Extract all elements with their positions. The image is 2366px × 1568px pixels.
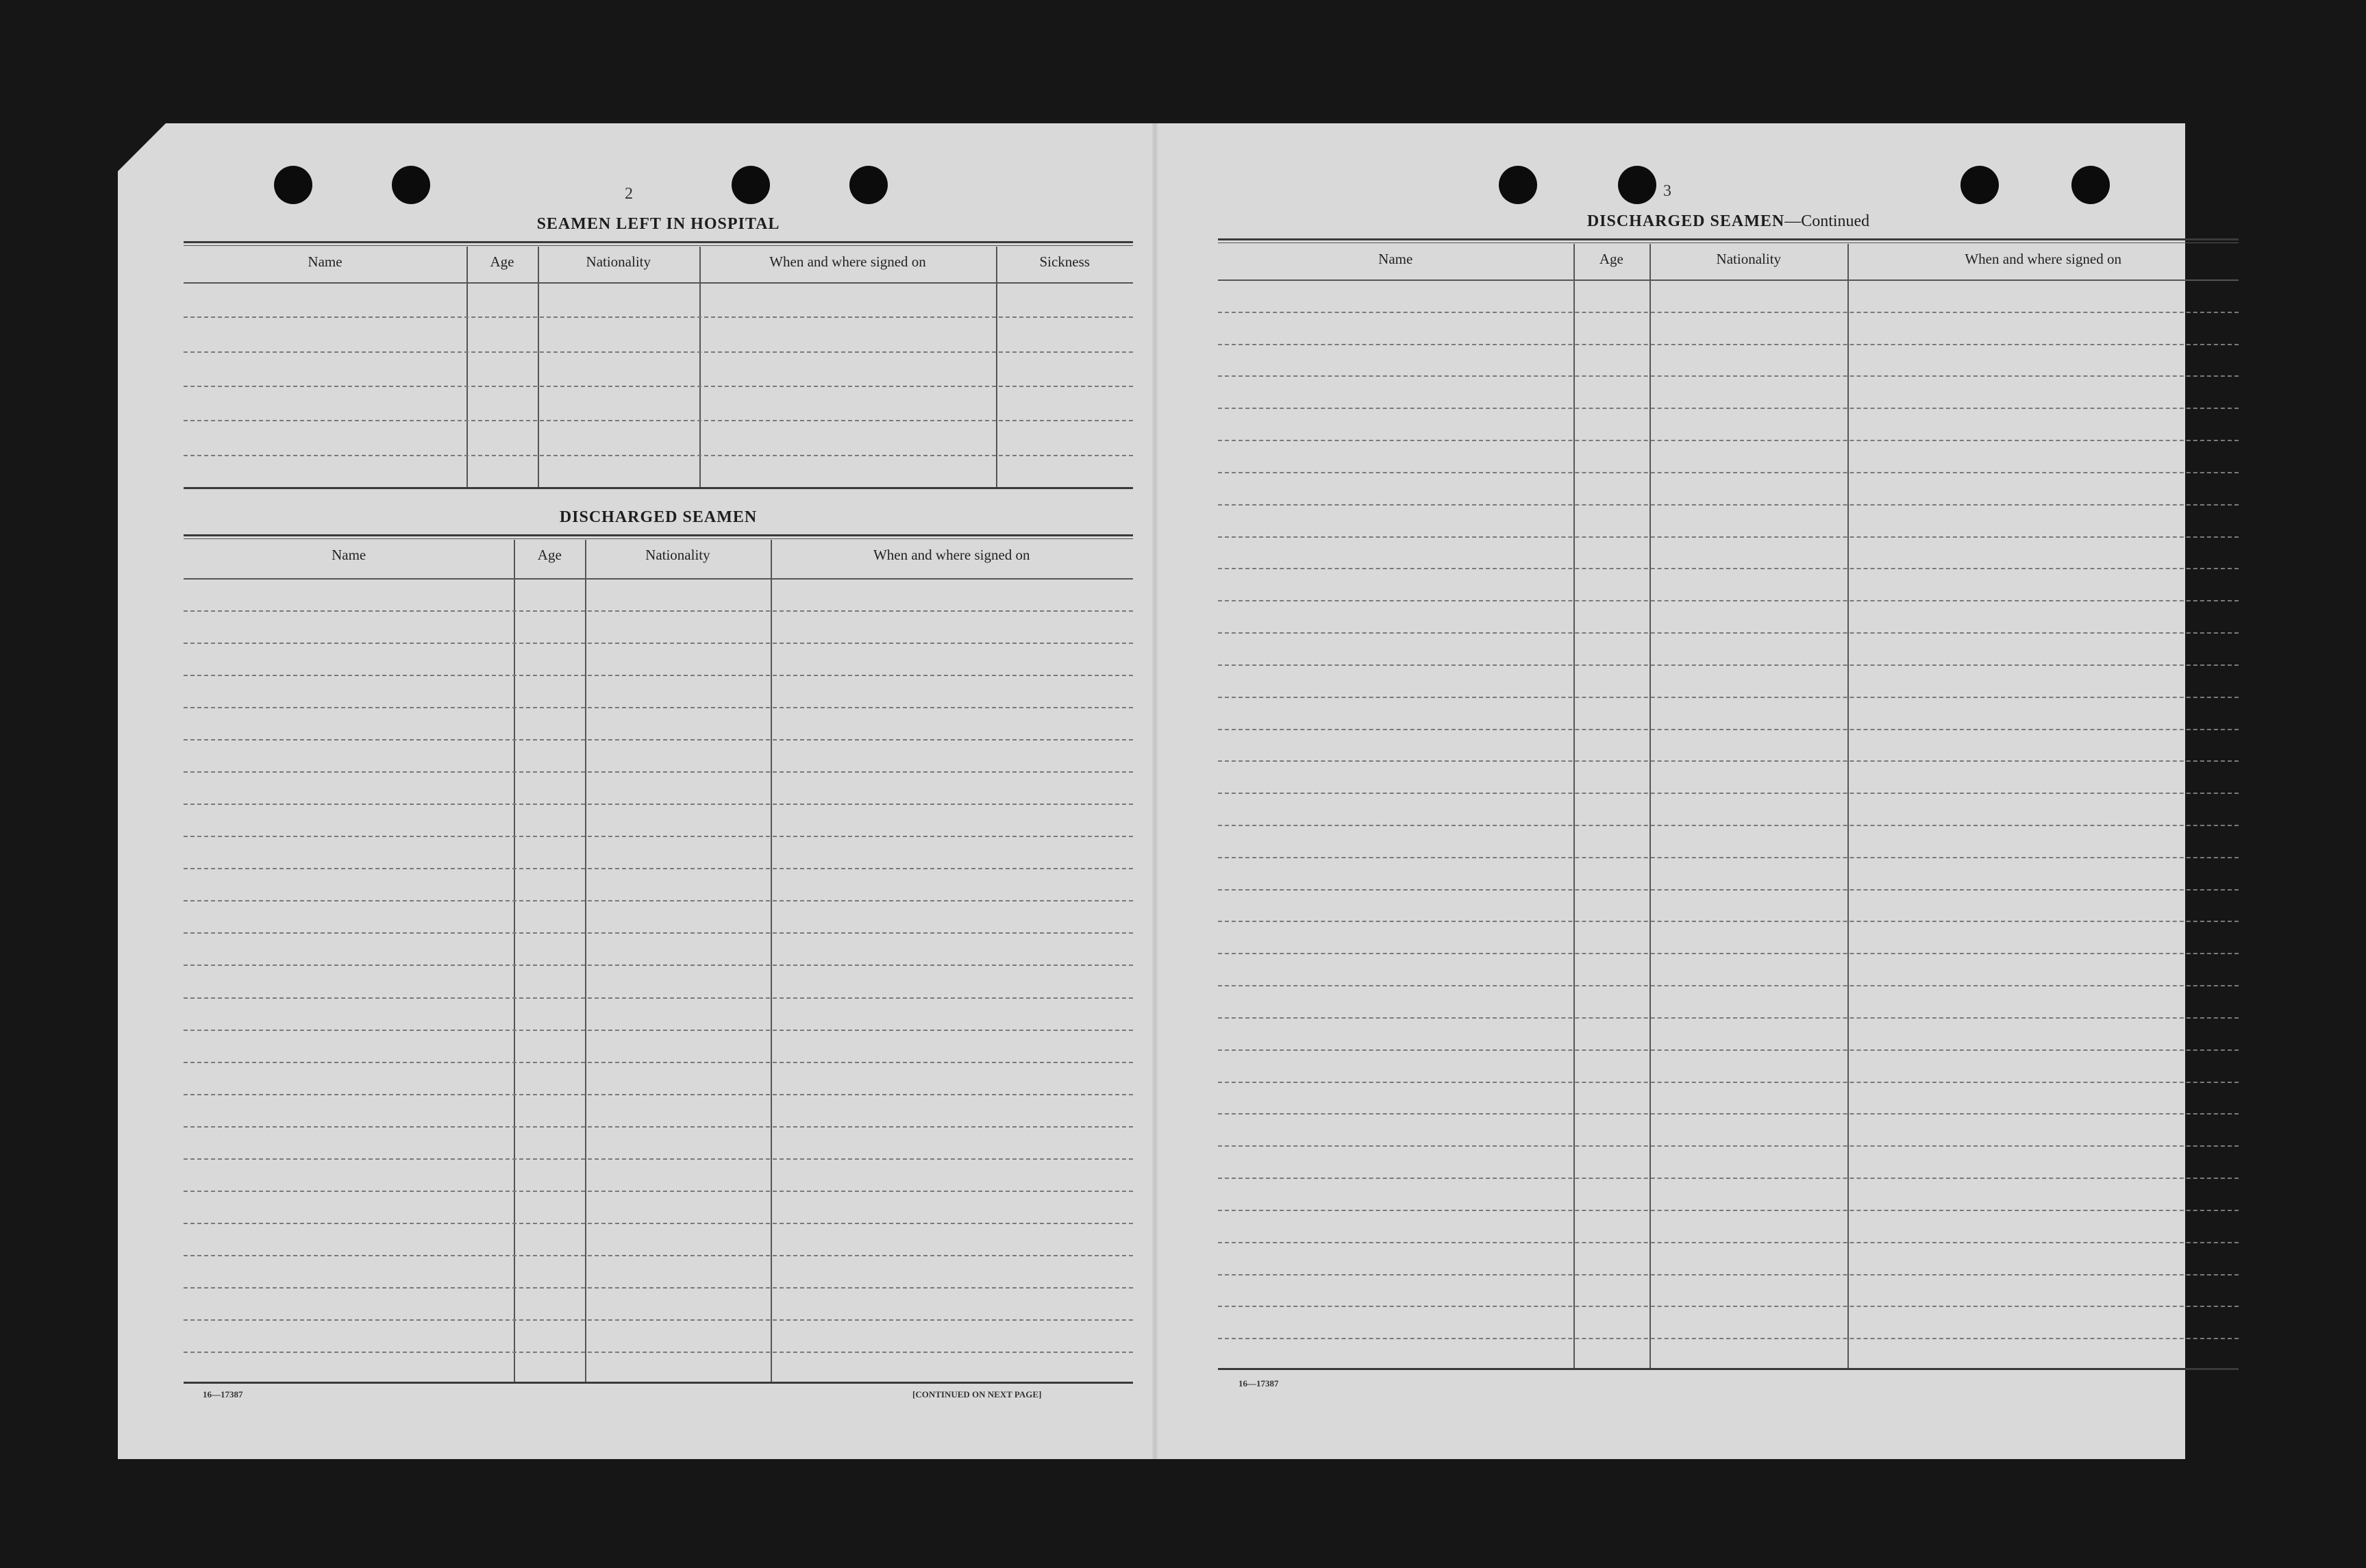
punch-hole	[732, 166, 770, 204]
discharged-table	[184, 534, 1133, 1384]
table-bottom-rule	[184, 487, 1133, 489]
column-header: When and where signed on	[873, 547, 1030, 563]
punch-hole	[2071, 166, 2110, 204]
row-line	[1218, 1178, 2239, 1179]
row-line	[1218, 472, 2239, 473]
row-line	[184, 455, 1133, 456]
row-line	[184, 610, 1133, 612]
row-line	[1218, 1082, 2239, 1083]
punch-hole	[1499, 166, 1537, 204]
column-header: Age	[1599, 251, 1623, 267]
row-line	[184, 997, 1133, 999]
column-header: Nationality	[645, 547, 710, 563]
row-line	[184, 316, 1133, 318]
row-line	[184, 900, 1133, 901]
row-line	[1218, 504, 2239, 506]
continued-note: [CONTINUED ON NEXT PAGE]	[912, 1389, 1042, 1399]
discharged-continued-title	[1218, 212, 2239, 231]
page-number-left: 2	[625, 185, 633, 203]
punch-hole	[1960, 166, 1999, 204]
row-line	[1218, 889, 2239, 891]
row-line	[184, 804, 1133, 805]
column-header: Name	[1378, 251, 1413, 267]
column-divider	[1847, 244, 1849, 1370]
header-bottom-rule	[184, 282, 1133, 284]
table-top-rule-thin	[184, 538, 1133, 539]
row-line	[1218, 729, 2239, 730]
column-divider	[514, 540, 515, 1384]
row-line	[1218, 375, 2239, 377]
column-divider	[538, 247, 539, 489]
row-line	[1218, 793, 2239, 794]
row-line	[1218, 1274, 2239, 1275]
row-line	[1218, 312, 2239, 313]
row-line	[1218, 600, 2239, 601]
row-line	[184, 1352, 1133, 1353]
column-divider	[466, 247, 468, 489]
row-line	[1218, 857, 2239, 858]
hospital-table	[184, 241, 1133, 489]
header-bottom-rule	[1218, 279, 2239, 281]
row-line	[1218, 760, 2239, 762]
row-line	[184, 932, 1133, 934]
row-line	[1218, 536, 2239, 538]
row-line	[184, 1191, 1133, 1192]
column-divider	[1573, 244, 1575, 1370]
row-line	[1218, 1210, 2239, 1211]
column-header: Age	[537, 547, 562, 563]
column-divider	[1649, 244, 1651, 1370]
punch-hole	[1618, 166, 1656, 204]
punch-hole	[849, 166, 888, 204]
row-line	[1218, 1242, 2239, 1243]
column-divider	[996, 247, 997, 489]
row-line	[1218, 1145, 2239, 1147]
table-top-rule	[184, 241, 1133, 243]
page-number-right: 3	[1663, 182, 1671, 200]
column-header: Name	[308, 253, 343, 270]
row-line	[184, 351, 1133, 353]
center-fold	[1152, 123, 1158, 1459]
row-line	[1218, 697, 2239, 698]
row-line	[1218, 1338, 2239, 1339]
row-line	[184, 836, 1133, 837]
row-line	[1218, 825, 2239, 826]
row-line	[184, 675, 1133, 676]
punch-hole	[392, 166, 430, 204]
punch-hole	[274, 166, 312, 204]
row-line	[184, 1223, 1133, 1224]
table-top-rule-thin	[1218, 242, 2239, 243]
table-top-rule	[1218, 238, 2239, 240]
discharged-section-title: DISCHARGED SEAMEN	[559, 508, 758, 526]
row-line	[1218, 1113, 2239, 1115]
column-header: Nationality	[586, 253, 651, 270]
column-divider	[699, 247, 701, 489]
row-line	[184, 707, 1133, 708]
column-header: Name	[332, 547, 366, 563]
row-line	[184, 1287, 1133, 1289]
document-sheet	[118, 123, 2185, 1459]
row-line	[1218, 568, 2239, 569]
row-line	[1218, 632, 2239, 634]
row-line	[1218, 408, 2239, 409]
row-line	[184, 965, 1133, 966]
row-line	[184, 739, 1133, 741]
row-line	[184, 386, 1133, 387]
column-header: Nationality	[1716, 251, 1782, 267]
row-line	[184, 1158, 1133, 1160]
row-line	[1218, 1049, 2239, 1051]
row-line	[184, 1062, 1133, 1063]
column-header: Age	[490, 253, 514, 270]
discharged-continued-title-main: DISCHARGED SEAMEN	[1586, 212, 1785, 230]
header-bottom-rule	[184, 578, 1133, 580]
hospital-section-title: SEAMEN LEFT IN HOSPITAL	[536, 215, 780, 233]
column-header: When and where signed on	[769, 253, 926, 270]
row-line	[1218, 1306, 2239, 1307]
form-number-left: 16—17387	[203, 1389, 243, 1399]
row-line	[184, 868, 1133, 869]
row-line	[1218, 1017, 2239, 1019]
row-line	[1218, 953, 2239, 954]
row-line	[1218, 344, 2239, 345]
table-top-rule-thin	[184, 245, 1133, 246]
folded-corner	[118, 123, 166, 171]
column-header: Sickness	[1039, 253, 1090, 270]
row-line	[184, 1126, 1133, 1128]
column-divider	[771, 540, 772, 1384]
row-line	[1218, 985, 2239, 986]
column-header: When and where signed on	[1965, 251, 2121, 267]
title-continued-suffix: —Continued	[1784, 212, 1870, 230]
form-number-right: 16—17387	[1238, 1378, 1279, 1389]
row-line	[1218, 440, 2239, 441]
row-line	[1218, 921, 2239, 922]
row-line	[184, 643, 1133, 644]
table-bottom-rule	[184, 1382, 1133, 1384]
discharged-continued-table	[1218, 238, 2239, 1370]
row-line	[1218, 664, 2239, 666]
column-divider	[585, 540, 586, 1384]
row-line	[184, 420, 1133, 421]
row-line	[184, 771, 1133, 773]
table-bottom-rule	[1218, 1368, 2239, 1370]
row-line	[184, 1094, 1133, 1095]
row-line	[184, 1319, 1133, 1321]
row-line	[184, 1030, 1133, 1031]
table-top-rule	[184, 534, 1133, 536]
row-line	[184, 1255, 1133, 1256]
